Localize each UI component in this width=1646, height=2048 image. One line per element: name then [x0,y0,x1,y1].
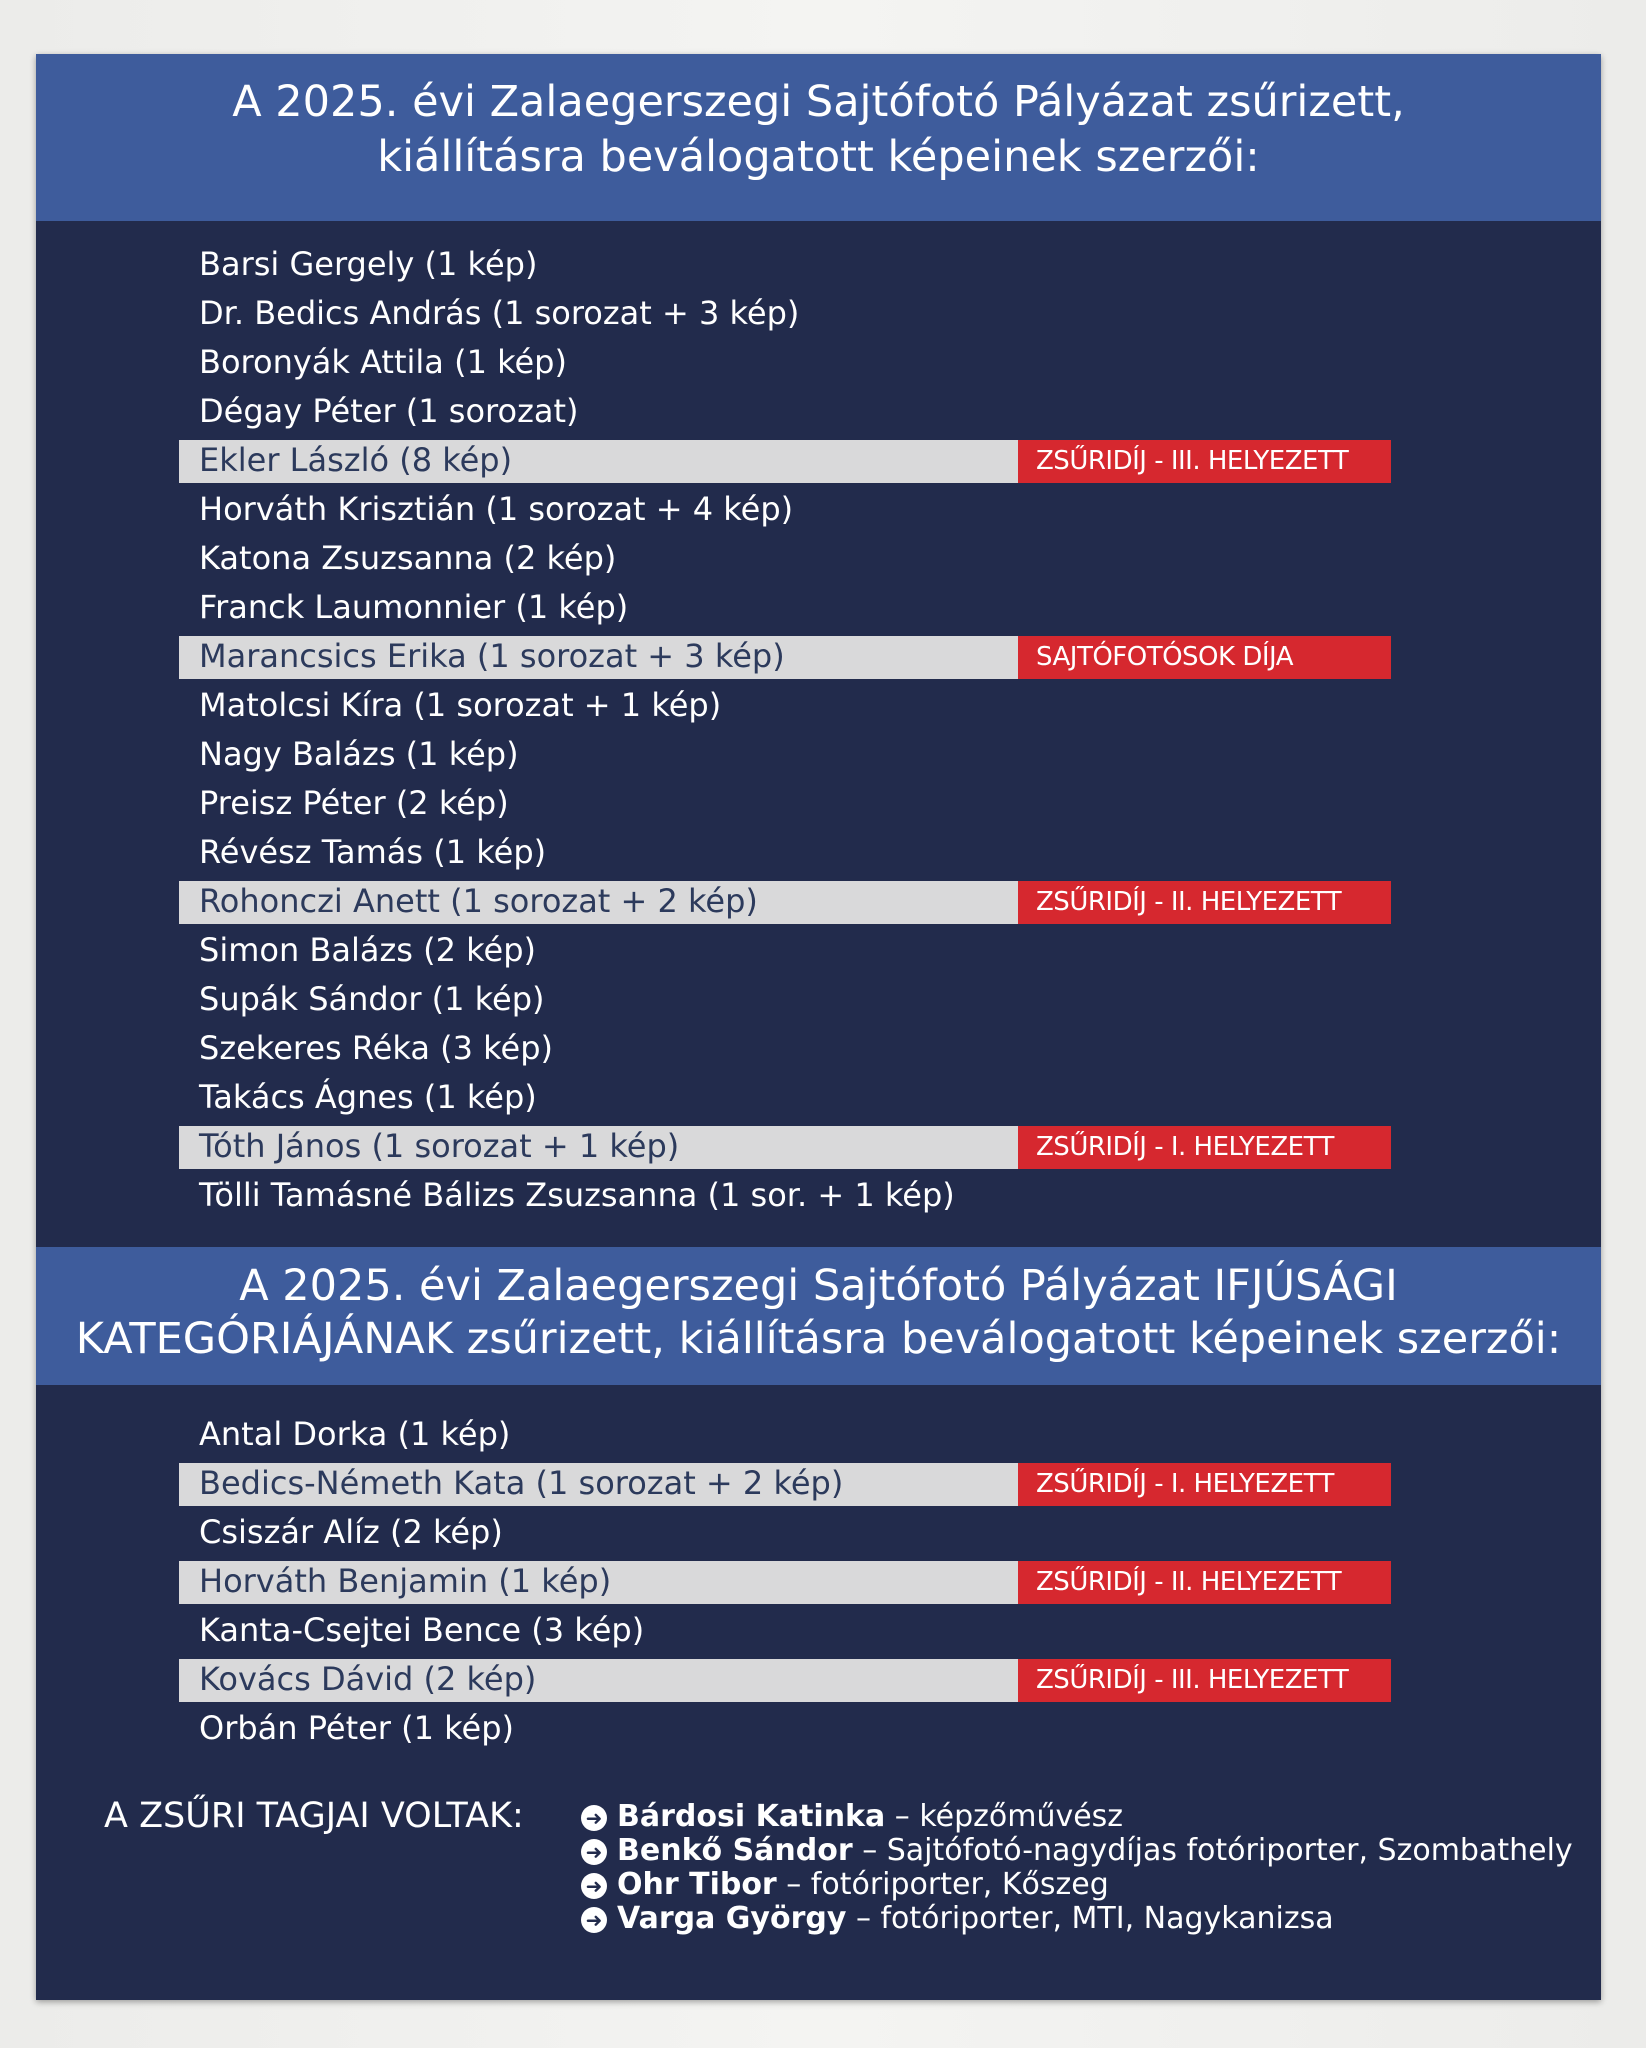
jury-member-role: – képzőművész [885,1799,1124,1834]
youth-title-line-2: KATEGÓRIÁJÁNAK zsűrizett, kiállításra beválogatott képeinek szerzői: [75,1314,1562,1364]
author-name: Rohonczi Anett (1 sorozat + 2 kép) [199,882,758,920]
jury-member [581,1833,1573,1869]
list-item [36,1024,1601,1072]
author-name: Bedics-Németh Kata (1 sorozat + 2 kép) [199,1464,844,1502]
author-name: Csiszár Alíz (2 kép) [199,1513,503,1551]
list-item [36,1122,1601,1170]
list-item [36,730,1601,778]
youth-title-band [36,1247,1601,1385]
arrow-circle-icon: ➜ [581,1873,607,1899]
list-item [36,1704,1601,1752]
author-name: Preisz Péter (2 kép) [199,784,509,822]
author-name: Antal Dorka (1 kép) [199,1415,511,1453]
list-item [36,240,1601,288]
list-item [36,485,1601,533]
author-name: Kovács Dávid (2 kép) [199,1660,537,1698]
list-item [36,1171,1601,1219]
award-badge: ZSŰRIDÍJ - I. HELYEZETT [1018,1126,1391,1169]
author-name: Dégay Péter (1 sorozat) [199,392,579,430]
poster [36,54,1601,2000]
author-name: Dr. Bedics András (1 sorozat + 3 kép) [199,294,800,332]
award-badge: ZSŰRIDÍJ - II. HELYEZETT [1018,1561,1391,1604]
award-badge: ZSŰRIDÍJ - I. HELYEZETT [1018,1463,1391,1506]
list-item [36,1606,1601,1654]
author-name: Katona Zsuzsanna (2 kép) [199,539,617,577]
arrow-circle-icon: ➜ [581,1839,607,1865]
jury-member-role: – Sajtófotó-nagydíjas fotóriporter, Szombathely [852,1833,1573,1868]
award-badge: ZSŰRIDÍJ - III. HELYEZETT [1018,1659,1391,1702]
list-item [36,1557,1601,1605]
main-title-line-2: kiállításra beválogatott képeinek szerzői: [377,132,1260,182]
jury-member-name: Varga György [617,1901,847,1936]
arrow-circle-icon: ➜ [581,1907,607,1933]
author-name: Simon Balázs (2 kép) [199,931,536,969]
jury-title: A ZSŰRI TAGJAI VOLTAK: [104,1796,524,1836]
author-name: Orbán Péter (1 kép) [199,1709,515,1747]
list-item [36,1459,1601,1507]
main-title-line-1: A 2025. évi Zalaegerszegi Sajtófotó Pályázat zsűrizett, [232,77,1405,127]
list-item [36,828,1601,876]
jury-member-name: Benkő Sándor [617,1833,853,1868]
author-name: Kanta-Csejtei Bence (3 kép) [199,1611,645,1649]
author-name: Révész Tamás (1 kép) [199,833,547,871]
award-badge: ZSŰRIDÍJ - II. HELYEZETT [1018,881,1391,924]
arrow-circle-icon: ➜ [581,1805,607,1831]
jury-member-name: Ohr Tibor [617,1867,777,1902]
list-item [36,534,1601,582]
author-name: Szekeres Réka (3 kép) [199,1029,553,1067]
author-name: Franck Laumonnier (1 kép) [199,588,629,626]
list-item [36,436,1601,484]
list-item [36,1410,1601,1458]
author-name: Horváth Benjamin (1 kép) [199,1562,612,1600]
author-name: Boronyák Attila (1 kép) [199,343,567,381]
list-item [36,387,1601,435]
list-item [36,681,1601,729]
author-name: Tóth János (1 sorozat + 1 kép) [199,1127,680,1165]
jury-member [581,1901,1334,1937]
list-item [36,926,1601,974]
author-name: Supák Sándor (1 kép) [199,980,545,1018]
author-name: Takács Ágnes (1 kép) [199,1078,537,1116]
jury-member-role: – fotóriporter, MTI, Nagykanizsa [846,1901,1334,1936]
list-item [36,632,1601,680]
list-item [36,877,1601,925]
jury-member [581,1799,1123,1835]
author-name: Nagy Balázs (1 kép) [199,735,519,773]
award-badge: SAJTÓFOTÓSOK DÍJA [1018,636,1391,679]
list-item [36,975,1601,1023]
list-item [36,1655,1601,1703]
list-item [36,338,1601,386]
jury-member-role: – fotóriporter, Kőszeg [776,1867,1109,1902]
list-item [36,1508,1601,1556]
youth-title-line-1: A 2025. évi Zalaegerszegi Sajtófotó Pályázat IFJÚSÁGI [239,1261,1398,1311]
author-name: Horváth Krisztián (1 sorozat + 4 kép) [199,490,794,528]
list-item [36,779,1601,827]
author-name: Marancsics Erika (1 sorozat + 3 kép) [199,637,785,675]
author-name: Ekler László (8 kép) [199,441,513,479]
jury-member-name: Bárdosi Katinka [617,1799,886,1834]
list-item [36,1073,1601,1121]
main-title-band [36,54,1601,221]
jury-member [581,1867,1109,1903]
author-name: Barsi Gergely (1 kép) [199,245,538,283]
author-name: Tölli Tamásné Bálizs Zsuzsanna (1 sor. + 1 kép) [199,1176,955,1214]
award-badge: ZSŰRIDÍJ - III. HELYEZETT [1018,440,1391,483]
list-item [36,583,1601,631]
list-item [36,289,1601,337]
author-name: Matolcsi Kíra (1 sorozat + 1 kép) [199,686,722,724]
